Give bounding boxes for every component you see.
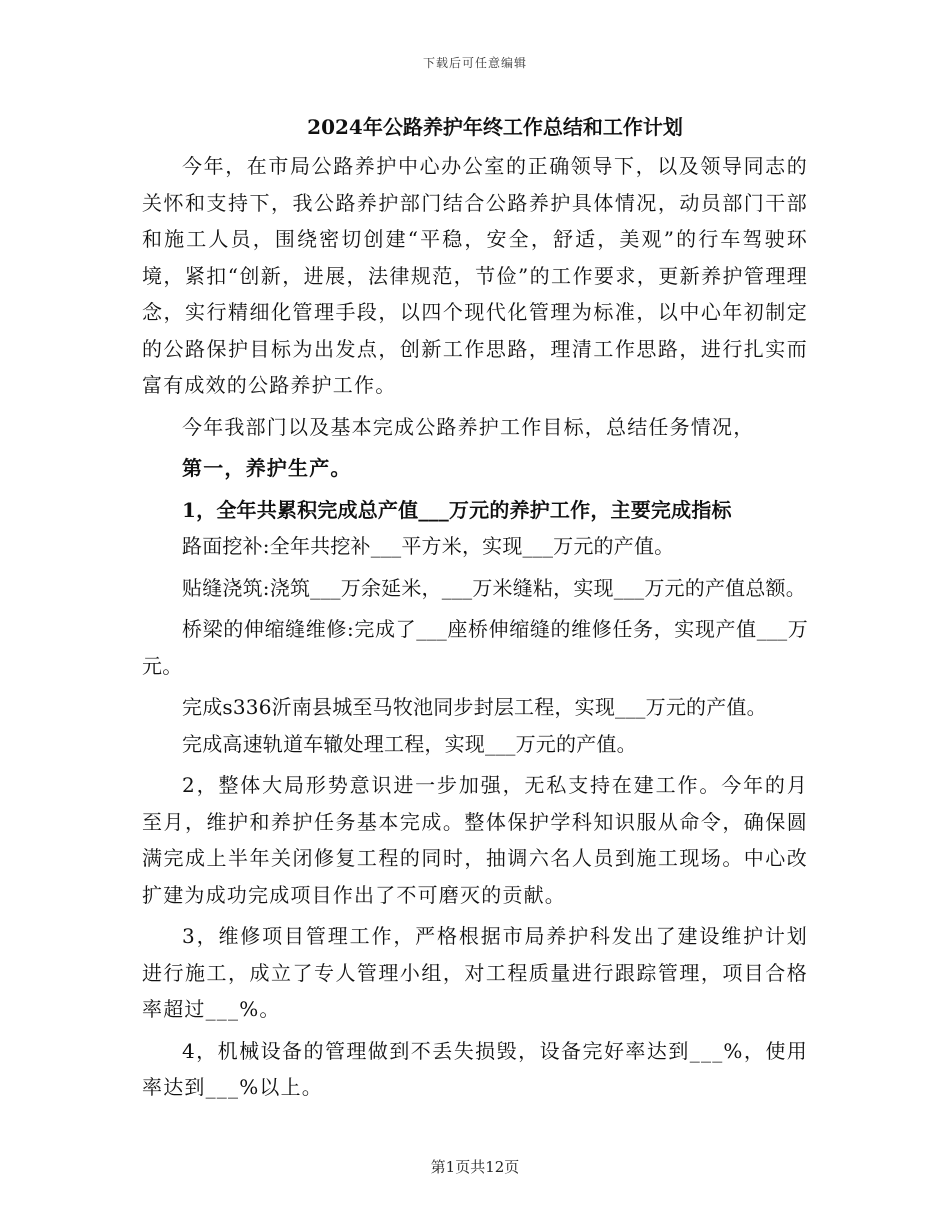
document-body [142,110,808,1106]
paragraph-output-total: 1，全年共累积完成总产值___万元的养护工作，主要完成指标 [182,497,732,522]
section-heading-maintenance: 第一，养护生产。 [182,456,352,480]
paragraph-intro: 今年，在市局公路养护中心办公室的正确领导下，以及领导同志的关怀和支持下，我公路养护部门结合公路养护具体情况，动员部门干部和施工人员，围绕密切创建“平稳，安全，舒适，美观”的行车驾驶环境，紧扣“创新，进展，法律规范，节俭”的工作要求，更新养护管理理念，实行精细化管理手段，以四个现代化管理为标准，以中心年初制定的公路保护目标为出发点，创新工作思路，理清工作思路，进行扎实而富有成效的公路养护工作。 [142,154,808,397]
header-note: 下载后可任意编辑 [422,56,527,70]
paragraph-project-management: 3，维修项目管理工作，严格根据市局养护科发出了建设维护计划进行施工，成立了专人管理小组，对工程质量进行跟踪管理，项目合格率超过___%。 [142,924,808,1021]
paragraph-pavement-repair: 路面挖补:全年共挖补___平方米，实现___万元的产值。 [182,534,675,558]
paragraph-seal-coat: 完成s336沂南县城至马牧池同步封层工程，实现___万元的产值。 [182,695,767,719]
paragraph-rutting: 完成高速轨道车辙处理工程，实现___万元的产值。 [182,731,637,756]
paragraph-equipment: 4，机械设备的管理做到不丢失损毁，设备完好率达到___%，使用率达到___%以上。 [142,1038,808,1099]
paragraph-crack-sealing: 贴缝浇筑:浇筑___万余延米，___万米缝粘，实现___万元的产值总额。 [182,575,806,600]
document-title: 2024年公路养护年终工作总结和工作计划 [307,115,683,139]
paragraph-summary-lead: 今年我部门以及基本完成公路养护工作目标，总结任务情况， [182,414,755,439]
paragraph-overall-awareness: 2，整体大局形势意识进一步加强，无私支持在建工作。今年的月至月，维护和养护任务基本完成。整体保护学科知识服从命令，确保圆满完成上半年关闭修复工程的同时，抽调六名人员到施工现场。中心改扩建为成功完成项目作出了不可磨灭的贡献。 [142,773,808,907]
paragraph-bridge-joint: 桥梁的伸缩缝维修:完成了___座桥伸缩缝的维修任务，实现产值___万元。 [142,617,808,678]
page-footer: 第1页共12页 [430,1158,520,1176]
